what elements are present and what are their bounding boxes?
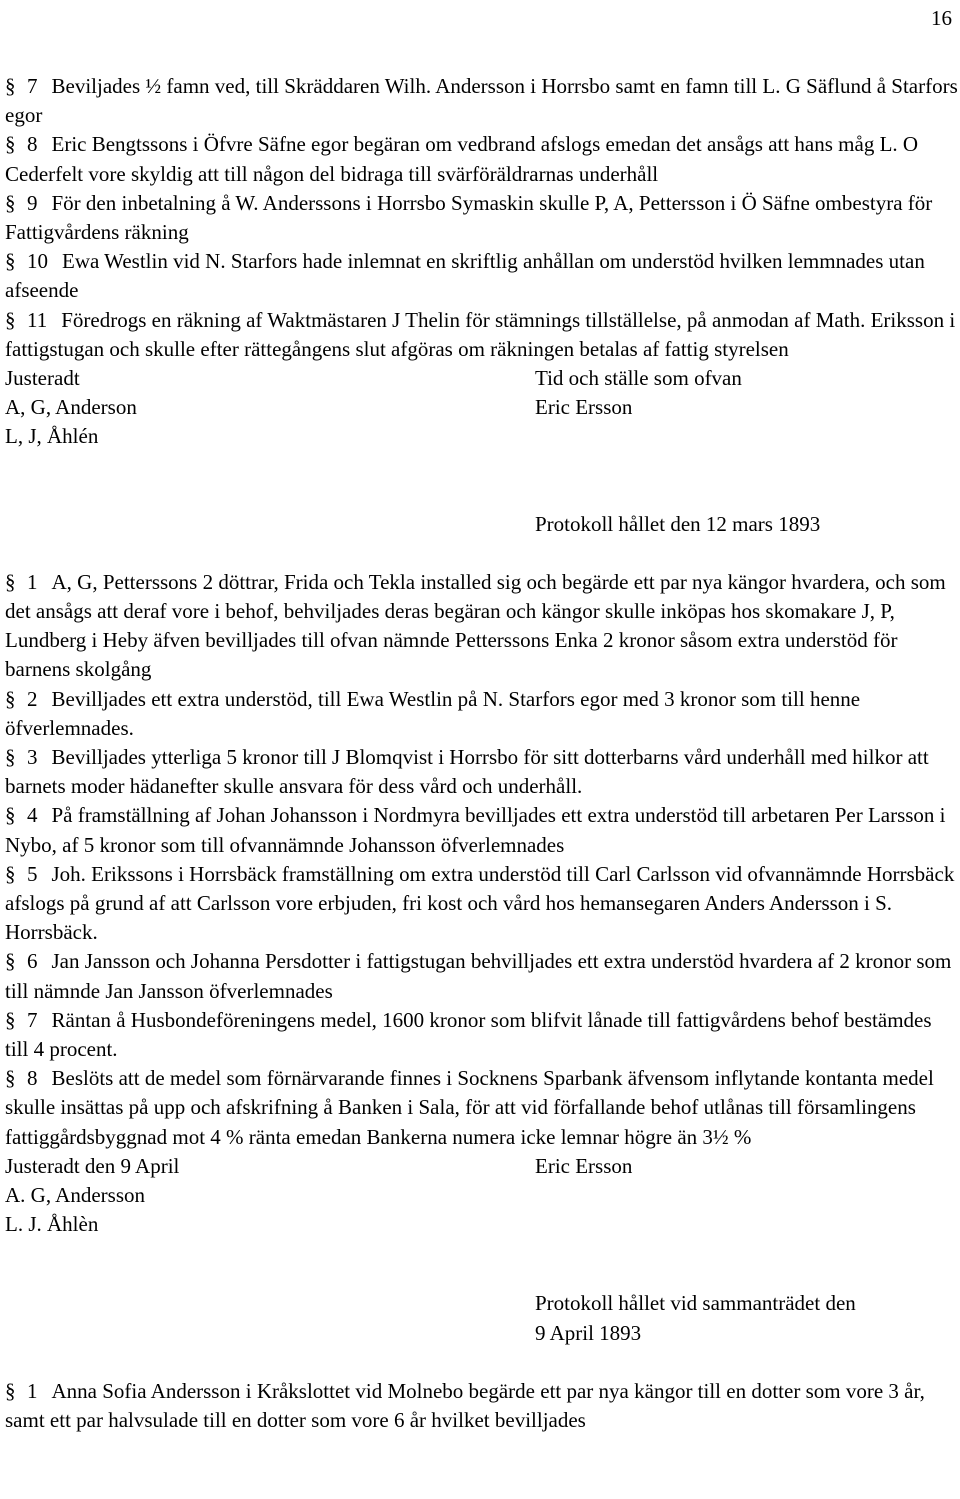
signature-row xyxy=(5,1210,960,1239)
paragraph-s1-10 xyxy=(5,247,960,305)
signature-row xyxy=(5,393,960,422)
section-3 xyxy=(5,1289,960,1435)
paragraph-number: 1 xyxy=(27,1378,38,1403)
section-mark: § xyxy=(5,190,16,215)
section-mark: § xyxy=(5,949,16,974)
section-1 xyxy=(5,72,960,452)
paragraph-s1-8 xyxy=(5,130,960,188)
section-mark: § xyxy=(5,686,16,711)
paragraph-s2-1 xyxy=(5,568,960,685)
paragraph-text: Beslöts att de medel som förnärvarande finnes i Socknens Sparbank äfvensom inflytande kontanta medel skulle insättas på upp och afskrifning å Banken i Sala, för att vid förfallande behof utlånas till församlingens fattiggårdsbyggnad mot 4 % ränta emedan Bankerna numera icke lemnar högre än 3½ % xyxy=(5,1066,934,1149)
paragraph-number: 1 xyxy=(27,569,38,594)
paragraph-number: 10 xyxy=(27,249,48,274)
protocol-heading: Protokoll hållet den 12 mars 1893 xyxy=(535,511,821,536)
paragraph-text: På framställning af Johan Johansson i Nordmyra bevilljades ett extra understöd till arbetaren Per Larsson i Nybo, af 5 kronor som till ofvannämnde Johansson öfverlemnades xyxy=(5,803,946,857)
signature-row xyxy=(5,364,960,393)
signature-name: Eric Ersson xyxy=(535,395,633,420)
paragraph-s2-6 xyxy=(5,947,960,1005)
paragraph-s1-9 xyxy=(5,189,960,247)
section-mark: § xyxy=(5,74,16,98)
paragraph-text: Föredrogs en räkning af Waktmästaren J Thelin för stämnings tillställelse, på anmodan af Math. Eriksson i fattigstugan och skulle efter rättegångens slut afgöras om räkningen betalas af fattig styrelsen xyxy=(5,307,956,361)
paragraph-s1-7 xyxy=(5,72,960,130)
paragraph-s2-8 xyxy=(5,1064,960,1152)
paragraph-text: Ewa Westlin vid N. Starfors hade inlemnat en skriftlig anhållan om understöd hvilken lemmnades utan afseende xyxy=(5,249,925,303)
section-mark: § xyxy=(5,803,16,828)
paragraph-text: Beviljades ½ famn ved, till Skräddaren Wilh. Andersson i Horrsbo samt en famn till L. G Säflund å Starfors egor xyxy=(5,74,958,128)
paragraph-number: 8 xyxy=(27,1066,38,1091)
section-mark: § xyxy=(5,1007,16,1032)
paragraph-number: 9 xyxy=(27,190,38,215)
signature-name: A. G, Andersson xyxy=(5,1183,145,1208)
page-number: 16 xyxy=(931,6,952,30)
section-mark: § xyxy=(5,132,16,157)
paragraph-number: 2 xyxy=(27,686,38,711)
paragraph-text: A, G, Petterssons 2 döttrar, Frida och Tekla installed sig och begärde ett par nya kängor hvardera, och som det ansågs att deraf vore i behof, behviljades deras begäran och kängor skulle inköpas hos skomakare J, P, Lundberg i Heby äfven bevilljades till ofvan nämnde Petterssons Enka 2 kronor såsom extra understöd för barnens skolgång xyxy=(5,569,946,682)
paragraph-s2-2 xyxy=(5,685,960,743)
section-mark: § xyxy=(5,1378,16,1403)
paragraph-text: Bevilljades ytterliga 5 kronor till J Blomqvist i Horrsbo för sitt dotterbarns vård underhåll med hilkor att barnets moder hädanefter skulle ansvara för dess vård och underhåll. xyxy=(5,745,929,799)
paragraph-number: 6 xyxy=(27,949,38,974)
paragraph-number: 5 xyxy=(27,861,38,886)
section-2 xyxy=(5,510,960,1240)
paragraph-text: För den inbetalning å W. Anderssons i Horrsbo Symaskin skulle P, A, Pettersson i Ö Säfne ombestyra för Fattigvårdens räkning xyxy=(5,190,933,245)
signature-note: Tid och ställe som ofvan xyxy=(535,366,742,391)
paragraph-s1-11 xyxy=(5,306,960,364)
paragraph-number: 7 xyxy=(27,74,38,98)
signature-name: L. J. Åhlèn xyxy=(5,1212,99,1237)
signature-name: Eric Ersson xyxy=(535,1153,633,1178)
section-mark: § xyxy=(5,569,16,594)
section-mark: § xyxy=(5,1066,16,1091)
signature-row xyxy=(5,422,960,451)
paragraph-s2-3 xyxy=(5,743,960,801)
paragraph-text: Eric Bengtssons i Öfvre Säfne egor begäran om vedbrand afslogs emedan det ansågs att hans måg L. O Cederfelt vore skyldig att till någon del bidraga till svärföräldrarnas underhåll xyxy=(5,132,919,186)
document-body xyxy=(5,72,960,1435)
section-mark: § xyxy=(5,249,16,274)
paragraph-s2-4 xyxy=(5,801,960,859)
paragraph-text: Joh. Erikssons i Horrsbäck framställning om extra understöd till Carl Carlsson vid ofvannämnde Horrsbäck afslogs på grund af att Carlsson vore erbjuden, fri kost och vård hos hemansegaren Anders Andersson i S. Horrsbäck. xyxy=(5,861,955,945)
protocol-heading-date: 9 April 1893 xyxy=(535,1320,642,1345)
paragraph-text: Jan Jansson och Johanna Persdotter i fattigstugan behvilljades ett extra understöd hvardera af 2 kronor som till nämnde Jan Jansson öfverlemnades xyxy=(5,949,952,1003)
section-mark: § xyxy=(5,307,16,332)
paragraph-number: 11 xyxy=(27,307,48,332)
signature-label: Justeradt xyxy=(5,366,80,391)
paragraph-s2-7 xyxy=(5,1006,960,1064)
paragraph-number: 4 xyxy=(27,803,38,828)
signature-row xyxy=(5,1152,960,1181)
paragraph-number: 7 xyxy=(27,1007,38,1032)
signature-name: A, G, Anderson xyxy=(5,395,137,420)
paragraph-number: 3 xyxy=(27,745,38,770)
paragraph-text: Anna Sofia Andersson i Kråkslottet vid Molnebo begärde ett par nya kängor till en dotter som vore 3 år, samt ett par halvsulade till en dotter som vore 6 år hvilket bevilljades xyxy=(5,1378,925,1433)
section-mark: § xyxy=(5,861,16,886)
section-mark: § xyxy=(5,745,16,770)
paragraph-number: 8 xyxy=(27,132,38,157)
paragraph-s2-5 xyxy=(5,860,960,948)
protocol-heading: Protokoll hållet vid sammanträdet den xyxy=(535,1291,856,1316)
paragraph-text: Räntan å Husbondeföreningens medel, 1600 kronor som blifvit lånade till fattigvårdens behof bestämdes till 4 procent. xyxy=(5,1007,932,1062)
paragraph-s3-1 xyxy=(5,1377,960,1435)
signature-row xyxy=(5,1181,960,1210)
signature-label: Justeradt den 9 April xyxy=(5,1153,180,1178)
signature-name: L, J, Åhlén xyxy=(5,424,99,449)
paragraph-text: Bevilljades ett extra understöd, till Ewa Westlin på N. Starfors egor med 3 kronor som till henne öfverlemnades. xyxy=(5,686,861,740)
